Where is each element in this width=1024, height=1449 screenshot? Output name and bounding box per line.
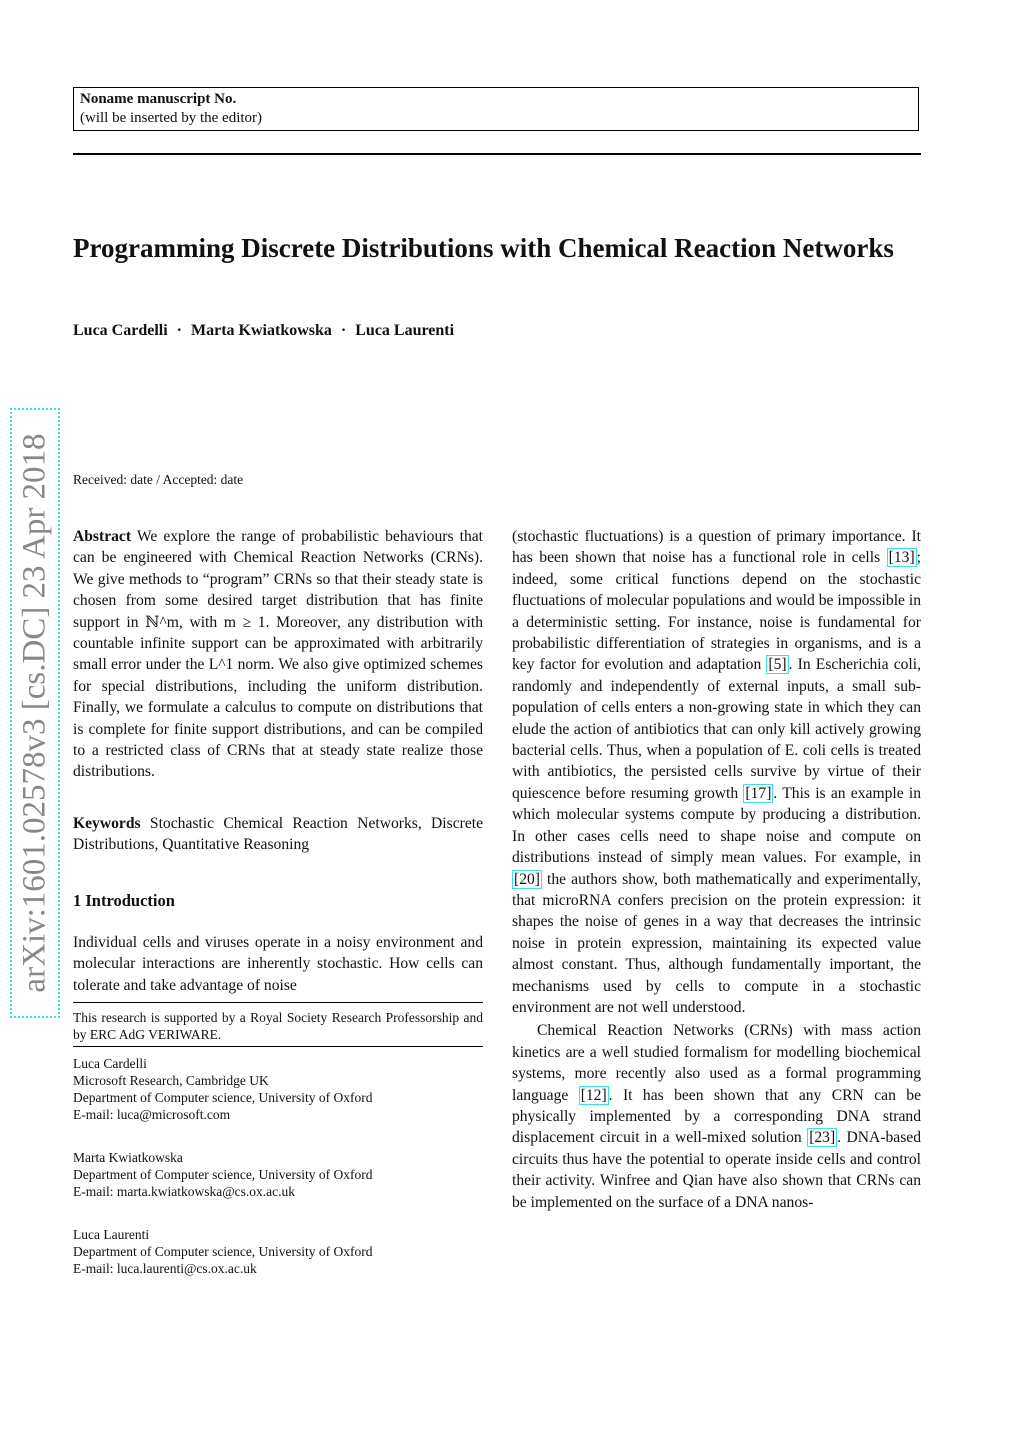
arxiv-stamp-text: arXiv:1601.02578v3 [cs.DC] 23 Apr 2018 <box>16 433 53 993</box>
intro-paragraph-1 <box>512 526 921 1018</box>
affiliation-line: Microsoft Research, Cambridge UK <box>73 1073 269 1088</box>
author-separator: · <box>176 322 183 339</box>
affiliation-email: E-mail: luca@microsoft.com <box>73 1107 231 1122</box>
affiliation-2 <box>73 1149 373 1200</box>
paper-title: Programming Discrete Distributions with Chemical Reaction Networks <box>73 233 894 263</box>
author-1: Luca Cardelli <box>73 322 168 339</box>
received-line: Received: date / Accepted: date <box>73 472 244 487</box>
author-2: Marta Kwiatkowska <box>191 322 332 339</box>
affiliation-line: Department of Computer science, University of Oxford <box>73 1244 373 1259</box>
intro-paragraph-2 <box>512 1020 921 1213</box>
citation-12[interactable]: [12] <box>580 1086 607 1104</box>
affiliation-line: Department of Computer science, University of Oxford <box>73 1090 373 1105</box>
author-list <box>73 322 454 340</box>
affiliation-3 <box>73 1226 373 1277</box>
author-separator: · <box>340 322 347 339</box>
affiliation-name: Marta Kwiatkowska <box>73 1150 183 1165</box>
section-heading-introduction <box>73 891 175 911</box>
citation-23[interactable]: [23] <box>809 1129 836 1147</box>
affiliation-rule <box>73 1046 483 1047</box>
affiliation-name: Luca Cardelli <box>73 1056 147 1071</box>
manuscript-box <box>73 87 919 131</box>
intro-left-text: Individual cells and viruses operate in a noisy environment and molecular interactions are inherently stochastic. How cells can tolerate and take advantage of noise <box>73 934 483 994</box>
intro-right-column <box>512 526 921 1213</box>
section-title: Introduction <box>85 891 175 910</box>
abstract-text: We explore the range of probabilistic behaviours that can be engineered with Chemical Reaction Networks (CRNs). We give methods to “program” CRNs so that their steady state is chosen from some desired target distribution that has finite support in ℕ^m, with m ≥ 1. Moreover, any distribution with countable infinite support can be approximated with arbitrarily small error under the L^1 norm. We also give optimized schemes for special distributions, including the uniform distribution. Finally, we formulate a calculus to compute on distributions that is complete for finite support distributions, and can be compiled to a restricted class of CRNs that at steady state realize those distributions. <box>73 528 483 781</box>
abstract-heading: Abstract <box>73 528 132 545</box>
text-run: . In Escherichia coli, randomly and independently of external inputs, a small sub-population of cells enters a non-growing state in which they can elude the action of antibiotics that can only kill actively growing bacterial cells. Thus, when a population of E. coli cells is treated with antibiotics, the persisted cells survive by virtue of their quiescence before resuming growth <box>512 656 921 802</box>
arxiv-stamp-link[interactable] <box>10 408 60 1018</box>
citation-17[interactable]: [17] <box>745 784 772 802</box>
citation-5[interactable]: [5] <box>768 656 787 674</box>
section-number: 1 <box>73 891 82 910</box>
text-run: . This is an example in which molecular systems compute by producing a distribution. In other cases cells need to shape noise and compute on distributions instead of simply mean values. For example, in <box>512 784 922 867</box>
text-run: the authors show, both mathematically and experimentally, that microRNA confers precision on the protein expression: it shapes the noise of genes in a way that decreases the intrinsic noise in protein expression, maintaining its expected value almost constant. Thus, although fundamentally important, the mechanisms used by cells to compute in a stochastic environment are not well understood. <box>512 870 921 1016</box>
text-run: . It has been shown that any CRN can be physically implemented by a corresponding DNA strand displacement circuit in a well-mixed solution <box>512 1086 921 1147</box>
author-3: Luca Laurenti <box>355 322 455 339</box>
text-run: . DNA-based circuits thus have the potential to operate inside cells and control their activity. Winfree and Qian have also shown that CRNs can be implemented on the surface of a DNA nanos- <box>512 1129 922 1211</box>
keywords-heading: Keywords <box>73 815 141 832</box>
affiliation-name: Luca Laurenti <box>73 1227 150 1242</box>
footnote <box>73 1009 483 1043</box>
citation-20[interactable]: [20] <box>514 870 540 888</box>
affiliation-line: Department of Computer science, University of Oxford <box>73 1167 373 1182</box>
footnote-text: This research is supported by a Royal Society Research Professorship and by ERC AdG VERIWARE. <box>73 1010 483 1042</box>
intro-paragraph-left <box>73 932 483 996</box>
abstract-block <box>73 526 483 783</box>
footnote-rule <box>73 1002 483 1003</box>
affiliation-email: E-mail: luca.laurenti@cs.ox.ac.uk <box>73 1261 257 1276</box>
manuscript-note: (will be inserted by the editor) <box>80 110 263 126</box>
citation-13[interactable]: [13] <box>888 549 915 567</box>
manuscript-label: Noname manuscript No. <box>80 91 237 107</box>
affiliation-email: E-mail: marta.kwiatkowska@cs.ox.ac.uk <box>73 1184 295 1199</box>
keywords-text: Stochastic Chemical Reaction Networks, Discrete Distributions, Quantitative Reasoning <box>73 815 483 854</box>
affiliation-1 <box>73 1055 373 1123</box>
text-run: ; indeed, some critical functions depend on the stochastic fluctuations of molecular populations and would be impossible in a deterministic setting. For instance, noise is fundamental for probabilistic differentiation of strategies in organisms, and is a key factor for evolution and adaptation <box>512 549 921 674</box>
text-run: Chemical Reaction Networks (CRNs) with mass action kinetics are a well studied formalism for modelling biochemical systems, more recently also used as a formal programming language <box>512 1022 921 1104</box>
header-rule <box>73 153 921 155</box>
text-run: (stochastic fluctuations) is a question of primary importance. It has been shown that noise has a functional role in cells <box>512 528 921 567</box>
keywords-block <box>73 813 483 856</box>
